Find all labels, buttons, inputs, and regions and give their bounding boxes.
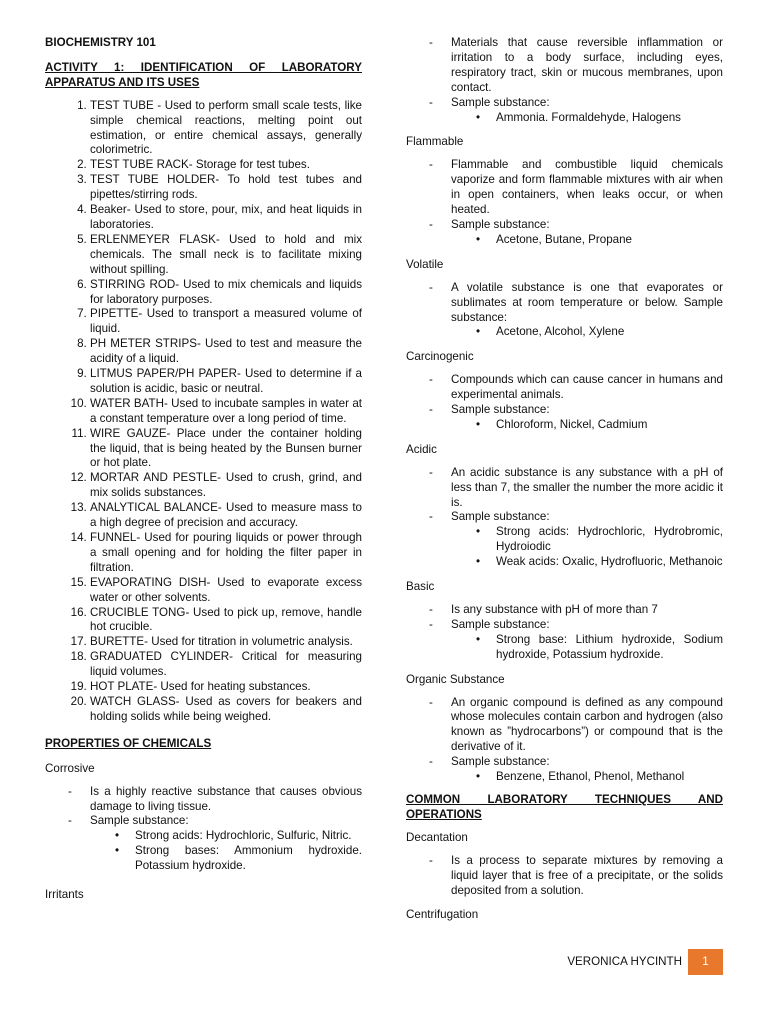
list-item: 20. WATCH GLASS- Used as covers for beakers and holding solids while being weighed. [90,695,362,725]
sample-label: Sample substance: [451,217,550,231]
sample-list [451,111,723,126]
section-title-organic: Organic Substance [406,672,505,686]
list-item: 13. ANALYTICAL BALANCE- Used to measure mass to a high degree of precision and accuracy. [90,501,362,531]
section-title-centrifugation: Centrifugation [406,908,479,922]
list-item: 16. CRUCIBLE TONG- Used to pick up, remove, handle hot crucible. [90,606,362,636]
acidic-list [406,466,723,570]
section-title-flammable: Flammable [406,135,464,149]
list-item: • Strong acids: Hydrochloric, Sulfuric, Nitric. [135,829,362,844]
list-item: - Is a process to separate mixtures by removing a liquid layer that is free of a precipitate, or the solids deposited from a solution. [451,854,723,899]
volatile-desc: A volatile substance is one that evaporates or sublimates at room temperature or below. Sample substance: [451,280,723,324]
techniques-heading-line1: COMMON LABORATORY TECHNIQUES AND [406,792,723,806]
list-item: • Strong bases: Ammonium hydroxide. Potassium hydroxide. [135,844,362,874]
corrosive-list [45,785,362,874]
list-item: 9. LITMUS PAPER/PH PAPER- Used to determine if a solution is acidic, basic or neutral. [90,367,362,397]
list-item: - Flammable and combustible liquid chemicals vaporize and form flammable mixtures with air when in open containers, when leaks occur, or when heated. [451,158,723,218]
decantation-list [406,854,723,899]
author-name: VERONICA HYCINTH [567,955,682,968]
list-item: 12. MORTAR AND PESTLE- Used to crush, grind, and mix solids substances. [90,471,362,501]
section-title-corrosive: Corrosive [45,761,95,775]
list-item: • Acetone, Butane, Propane [496,233,723,248]
sample-label: Sample substance: [451,95,550,109]
list-item: 8. PH METER STRIPS- Used to test and measure the acidity of a liquid. [90,337,362,367]
sample-label: Sample substance: [451,617,550,631]
list-item: - Is a highly reactive substance that causes obvious damage to living tissue. [90,785,362,815]
sample-list [451,633,723,663]
list-item: - Is any substance with pH of more than 7 [451,603,723,618]
list-item: 3. TEST TUBE HOLDER- To hold test tubes and pipettes/stirring rods. [90,173,362,203]
list-item [451,618,723,663]
list-item: 10. WATER BATH- Used to incubate samples in water at a constant temperature over a long period of time. [90,397,362,427]
list-item: 5. ERLENMEYER FLASK- Used to hold and mix chemicals. The small neck is to facilitate mixing without spilling. [90,233,362,278]
list-item: - An organic compound is defined as any compound whose molecules contain carbon and hydrogen (also known as ”hydrocarbons”) or compound that is the derivative of it. [451,696,723,756]
sample-list [451,525,723,570]
sample-label: Sample substance: [451,403,550,417]
list-item: 4. Beaker- Used to store, pour, mix, and heat liquids in laboratories. [90,203,362,233]
sample-label: Sample substance: [451,755,550,769]
list-item: • Chloroform, Nickel, Cadmium [496,418,723,433]
list-item: • Benzene, Ethanol, Phenol, Methanol [496,770,723,785]
sample-label: Sample substance: [451,510,550,524]
section-title-volatile: Volatile [406,257,444,271]
list-item: 11. WIRE GAUZE- Place under the container holding the liquid, that is being heated by the Bunsen burner or hot plate. [90,427,362,472]
sample-list [451,770,723,785]
activity-heading-line2: APPARATUS AND ITS USES [45,75,200,89]
list-item: 6. STIRRING ROD- Used to mix chemicals and liquids for laboratory purposes. [90,278,362,308]
volatile-list [406,281,723,341]
section-title-irritants: Irritants [45,888,84,902]
list-item: 15. EVAPORATING DISH- Used to evaporate excess water or other solvents. [90,576,362,606]
flammable-list [406,158,723,247]
sample-list [451,233,723,248]
list-item: - Compounds which can cause cancer in humans and experimental animals. [451,373,723,403]
organic-list [406,696,723,785]
apparatus-list [45,99,362,725]
sample-list [451,325,723,340]
list-item: 14. FUNNEL- Used for pouring liquids or power through a small opening and for holding the filter paper in filtration. [90,531,362,576]
list-item: - An acidic substance is any substance with a pH of less than 7, the smaller the number the more acidic it is. [451,466,723,511]
right-column [406,36,723,931]
list-item [451,218,723,248]
sample-list [451,418,723,433]
list-item [451,755,723,785]
page-footer [0,949,768,975]
section-title-basic: Basic [406,580,435,594]
list-item [451,510,723,570]
list-item: • Strong acids: Hydrochloric, Hydrobromic, Hydroiodic [496,525,723,555]
basic-list [406,603,723,663]
list-item: 1. TEST TUBE - Used to perform small scale tests, like simple chemical reactions, melting point out estimation, or entire chemical assays, generally colorimetric. [90,99,362,159]
techniques-heading-line2: OPERATIONS [406,807,482,821]
list-item [90,814,362,874]
list-item: 7. PIPETTE- Used to transport a measured volume of liquid. [90,307,362,337]
list-item: 17. BURETTE- Used for titration in volumetric analysis. [90,635,362,650]
irritants-list [406,36,723,125]
sample-list [90,829,362,874]
list-item [451,281,723,341]
section-title-acidic: Acidic [406,442,437,456]
section-title-carcinogenic: Carcinogenic [406,350,474,364]
list-item [451,96,723,126]
list-item: • Acetone, Alcohol, Xylene [496,325,723,340]
list-item: • Strong base: Lithium hydroxide, Sodium hydroxide, Potassium hydroxide. [496,633,723,663]
list-item: 2. TEST TUBE RACK- Storage for test tubes. [90,158,362,173]
list-item: • Ammonia. Formaldehyde, Halogens [496,111,723,126]
document-title: BIOCHEMISTRY 101 [45,36,156,49]
list-item [451,403,723,433]
activity-heading-line1: ACTIVITY 1: IDENTIFICATION OF LABORATORY [45,60,362,74]
section-title-decantation: Decantation [406,830,468,844]
sample-label: Sample substance: [90,814,189,828]
list-item: 19. HOT PLATE- Used for heating substances. [90,680,362,695]
page-number: 1 [688,949,723,975]
left-column [45,36,362,911]
list-item: • Weak acids: Oxalic, Hydrofluoric, Methanoic [496,555,723,570]
list-item: - Materials that cause reversible inflammation or irritation to a body surface, including eyes, respiratory tract, skin or mucous membranes, upon contact. [451,36,723,96]
carcinogenic-list [406,373,723,433]
list-item: 18. GRADUATED CYLINDER- Critical for measuring liquid volumes. [90,650,362,680]
properties-heading: PROPERTIES OF CHEMICALS [45,736,212,750]
